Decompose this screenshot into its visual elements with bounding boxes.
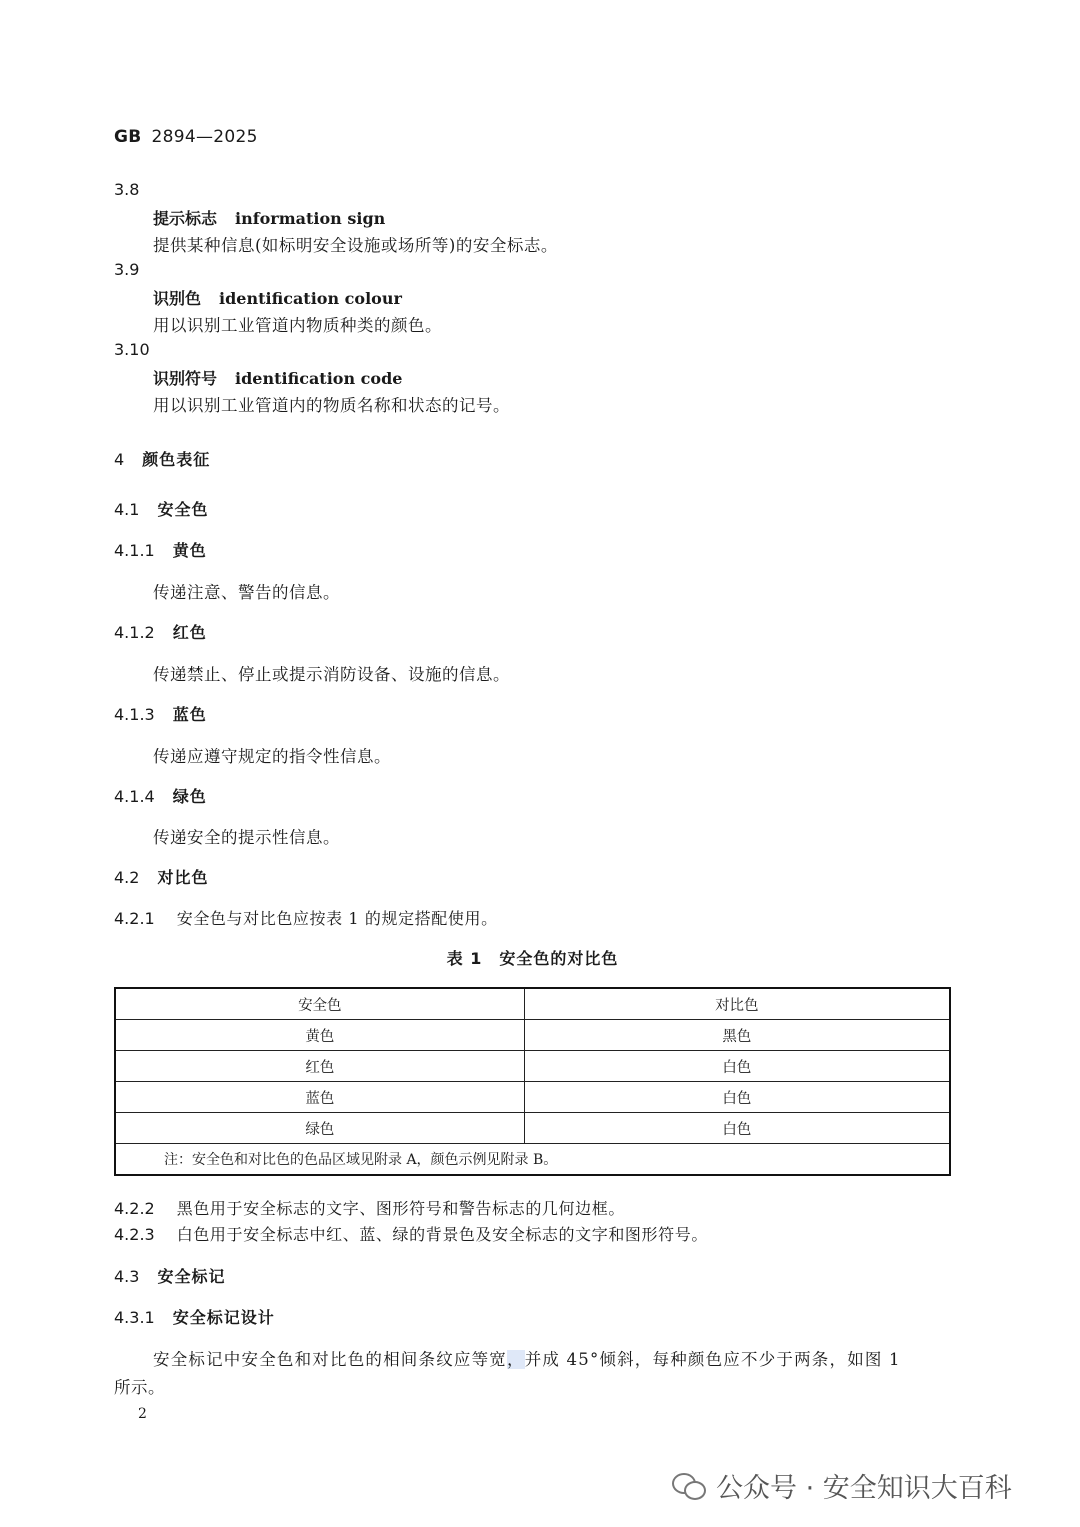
table-cell: 黄色: [115, 1020, 524, 1051]
subsection-heading: [114, 1305, 275, 1328]
paragraph-line: [153, 1346, 901, 1370]
clause: [114, 906, 498, 929]
contrast-color-table: [114, 987, 951, 1176]
term-title: [153, 286, 402, 309]
term-number: 3.9: [114, 260, 140, 279]
table-note: 注：安全色和对比色的色品区域见附录 A，颜色示例见附录 B。: [115, 1144, 950, 1176]
table-header-cell: 对比色: [524, 988, 950, 1020]
term-definition: 提供某种信息(如标明安全设施或场所等)的安全标志。: [153, 236, 558, 255]
table-row: [115, 1020, 950, 1051]
table-cell: 白色: [524, 1113, 950, 1144]
term-zh: 识别符号: [153, 369, 218, 388]
paragraph-line: 所示。: [114, 1378, 165, 1397]
clause: [114, 1222, 708, 1245]
paragraph: 传递应遵守规定的指令性信息。: [153, 747, 391, 766]
section-number: 4.3: [114, 1267, 140, 1286]
subsection-heading: [114, 620, 207, 643]
subsection-heading: [114, 784, 207, 807]
term-en: identification code: [235, 369, 403, 388]
table-caption: 表 1 安全色的对比色: [446, 949, 619, 968]
clause-number: 4.2.3: [114, 1225, 155, 1244]
header-prefix: GB: [114, 127, 142, 147]
term-title: [153, 366, 402, 389]
paragraph: 传递安全的提示性信息。: [153, 828, 340, 847]
clause-text: 安全色与对比色应按表 1 的规定搭配使用。: [176, 909, 498, 928]
section-title: 对比色: [157, 868, 209, 887]
section-number: 4.2: [114, 868, 140, 887]
term-zh: 识别色: [153, 289, 202, 308]
term-en: information sign: [235, 209, 386, 228]
text-run: 安全标记中安全色和对比色的相间条纹应等宽: [153, 1350, 507, 1369]
paragraph: 传递注意、警告的信息。: [153, 583, 340, 602]
table-cell: 黑色: [524, 1020, 950, 1051]
clause: [114, 1196, 625, 1219]
page-number: 2: [138, 1406, 147, 1422]
wechat-icon: [672, 1471, 706, 1501]
section-heading: [114, 447, 210, 470]
section-title: 黄色: [172, 541, 207, 560]
watermark-text: 公众号 · 安全知识大百科: [716, 1473, 1012, 1504]
section-number: 4.3.1: [114, 1308, 155, 1327]
term-number: 3.10: [114, 340, 150, 359]
clause-text: 黑色用于安全标志的文字、图形符号和警告标志的几何边框。: [176, 1199, 625, 1218]
table-cell: 白色: [524, 1082, 950, 1113]
section-heading: [114, 1264, 225, 1287]
table-header-cell: 安全色: [115, 988, 524, 1020]
section-title: 颜色表征: [142, 450, 211, 469]
clause-number: 4.2.1: [114, 909, 155, 928]
table-row: [115, 1051, 950, 1082]
section-title: 安全标记: [157, 1267, 226, 1286]
table-cell: 白色: [524, 1051, 950, 1082]
subsection-heading: [114, 702, 207, 725]
subsection-heading: [114, 538, 207, 561]
text-run: 并成 45°倾斜，每种颜色应不少于两条，如图 1: [524, 1350, 901, 1369]
term-title: [153, 206, 385, 229]
section-number: 4.1: [114, 500, 140, 519]
section-title: 安全标记设计: [172, 1308, 275, 1327]
term-definition: 用以识别工业管道内物质种类的颜色。: [153, 316, 442, 335]
clause-number: 4.2.2: [114, 1199, 155, 1218]
section-title: 蓝色: [172, 705, 207, 724]
section-number: 4.1.1: [114, 541, 155, 560]
term-definition: 用以识别工业管道内的物质名称和状态的记号。: [153, 396, 510, 415]
table-cell: 绿色: [115, 1113, 524, 1144]
table-cell: 蓝色: [115, 1082, 524, 1113]
table-row: [115, 1113, 950, 1144]
clause-text: 白色用于安全标志中红、蓝、绿的背景色及安全标志的文字和图形符号。: [176, 1225, 708, 1244]
section-number: 4.1.2: [114, 623, 155, 642]
header-code: 2894—2025: [151, 127, 258, 147]
section-heading: [114, 497, 208, 520]
highlighted-text: ，: [507, 1350, 525, 1369]
section-number: 4.1.4: [114, 787, 155, 806]
document-header: [114, 127, 258, 147]
term-en: identification colour: [219, 289, 402, 308]
term-zh: 提示标志: [153, 209, 218, 228]
section-number: 4: [114, 450, 125, 469]
section-number: 4.1.3: [114, 705, 155, 724]
watermark: [672, 1466, 1012, 1505]
paragraph: 传递禁止、停止或提示消防设备、设施的信息。: [153, 665, 510, 684]
table-row: [115, 1082, 950, 1113]
table-note-row: [115, 1144, 950, 1176]
section-heading: [114, 865, 208, 888]
term-number: 3.8: [114, 180, 140, 199]
section-title: 红色: [172, 623, 207, 642]
section-title: 绿色: [172, 787, 207, 806]
table-header-row: [115, 988, 950, 1020]
section-title: 安全色: [157, 500, 209, 519]
table-cell: 红色: [115, 1051, 524, 1082]
